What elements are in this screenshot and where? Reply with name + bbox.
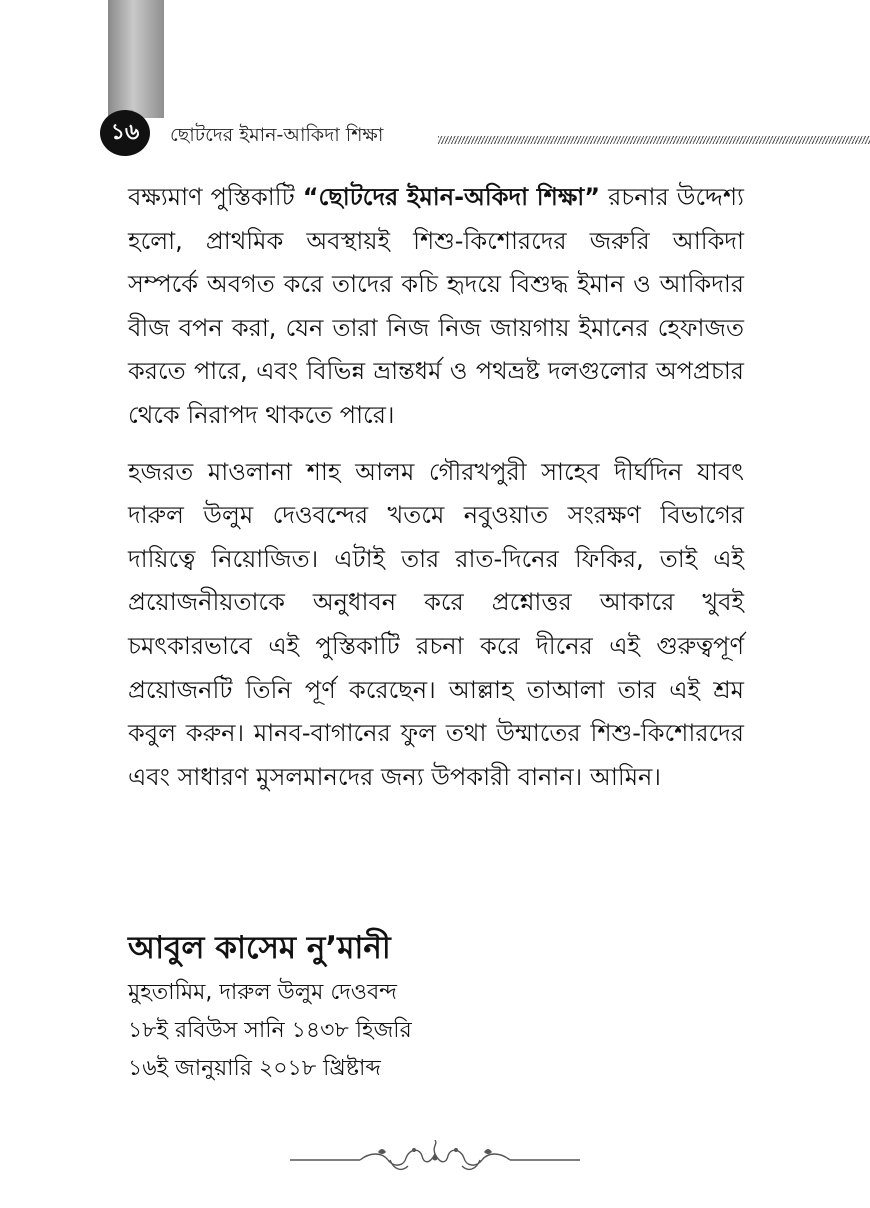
- paragraph-2: হজরত মাওলানা শাহ আলম গৌরখপুরী সাহেব দীর্ঘদিন যাবৎ দারুল উলুম দেওবন্দের খতমে নবুওয়াত সংরক্ষণ বিভাগের দায়িত্বে নিয়োজিত। এটাই তার রাত-দিনের ফিকির, তাই এই প্রয়োজনীয়তাকে অনুধাবন করে প্রশ্নোত্তর আকারে খুবই চমৎকারভাবে এই পুস্তিকাটি রচনা করে দীনের এই গুরুত্বপূর্ণ প্রয়োজনটি তিনি পূর্ণ করেছেন। আল্লাহ তাআলা তার এই শ্রম কবুল করুন। মানব-বাগানের ফুল তথা উম্মাতের শিশু-কিশোরদের এবং সাধারণ মুসলমানদের জন্য উপকারী বানান। আমিন।: [128, 457, 744, 791]
- paragraph-1-rest: রচনার উদ্দেশ্য হলো, প্রাথমিক অবস্থায়ই শিশু-কিশোরদের জরুরি আকিদা সম্পর্কে অবগত করে তাদের কচি হৃদয়ে বিশুদ্ধ ইমান ও আকিদার বীজ বপন করা, যেন তারা নিজ নিজ জায়গায় ইমানের হেফাজত করতে পারে, এবং বিভিন্ন ভ্রান্তধর্ম ও পথভ্রষ্ট দলগুলোর অপপ্রচার থেকে নিরাপদ থাকতে পারে।: [128, 183, 744, 429]
- paragraph-1-lead: বক্ষ্যমাণ পুস্তিকাটি: [128, 183, 303, 211]
- book-title-quote: “ছোটদের ইমান-অকিদা শিক্ষা”: [302, 183, 601, 211]
- header-hatch-rule: [438, 136, 870, 144]
- signature-date-hijri: ১৮ই রবিউস সানি ১৪৩৮ হিজরি: [128, 1018, 412, 1043]
- running-title: ছোটদের ইমান-আকিদা শিক্ষা: [170, 124, 384, 146]
- header-tab-bar: [108, 0, 164, 118]
- signature-title: মুহতামিম, দারুল উলুম দেওবন্দ: [128, 980, 397, 1005]
- signature-date-gregorian: ১৬ই জানুয়ারি ২০১৮ খ্রিষ্টাব্দ: [128, 1056, 381, 1081]
- page-number: ১৬: [110, 119, 140, 145]
- paragraph-1: [128, 176, 744, 438]
- signature-name: আবুল কাসেম নু’মানী: [128, 930, 391, 966]
- body-text: [128, 176, 744, 812]
- page-number-badge: [100, 110, 150, 156]
- floral-divider-icon: [290, 1140, 580, 1176]
- page-header: [100, 110, 870, 160]
- signature-block: [128, 926, 748, 1088]
